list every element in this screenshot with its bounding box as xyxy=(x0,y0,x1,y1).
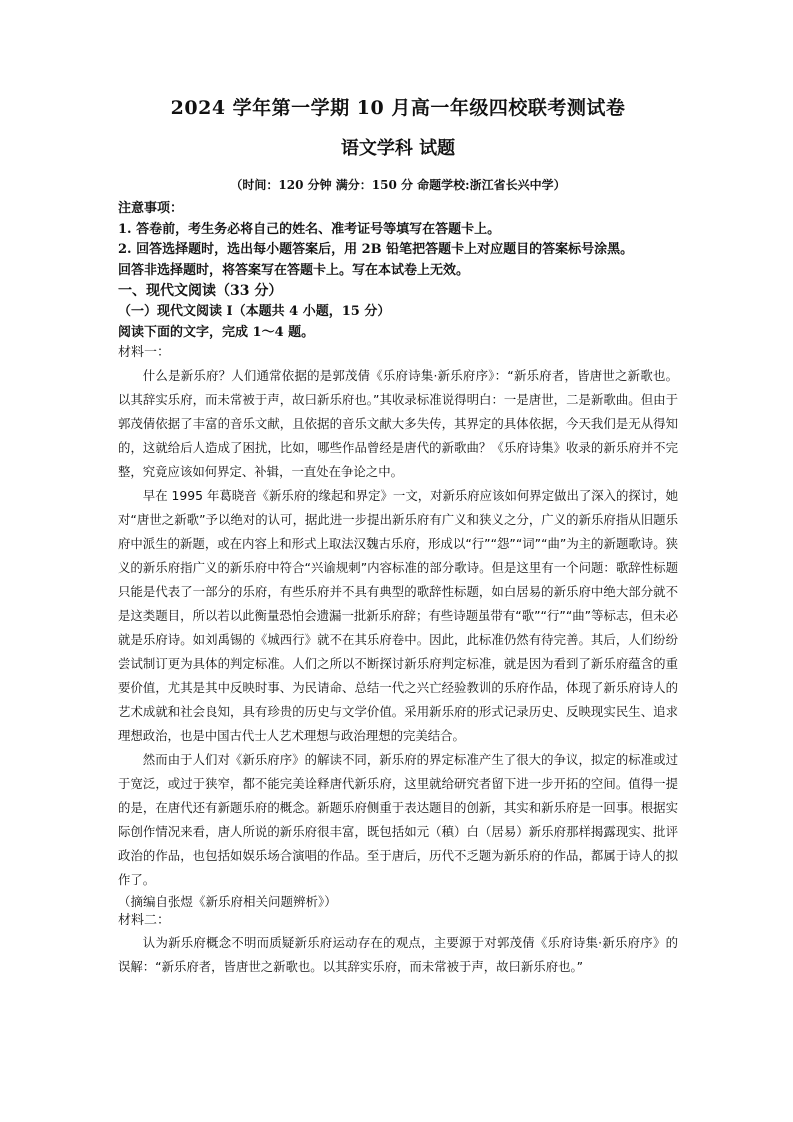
material-1-label: 材料一： xyxy=(118,345,171,360)
exam-meta: （时间：120 分钟 满分：150 分 命题学校:浙江省长兴中学） xyxy=(230,178,566,192)
notice-item: 回答非选择题时，将答案写在答题卡上。写在本试卷上无效。 xyxy=(118,262,470,278)
exam-page xyxy=(118,96,678,979)
notice-item: 1. 答卷前，考生务必将自己的姓名、准考证号等填写在答题卡上。 xyxy=(118,221,501,237)
exam-title: 2024 学年第一学期 10 月高一年级四校联考测试卷 xyxy=(170,97,626,119)
sub-section-heading: （一）现代文阅读 I（本题共 4 小题，15 分） xyxy=(118,304,391,319)
notice-heading: 注意事项： xyxy=(118,201,184,216)
notice-item: 2. 回答选择题时，选出每小题答案后，用 2B 铅笔把答题卡上对应题目的答案标号涂黑。 xyxy=(118,242,634,257)
subject-title: 语文学科 试题 xyxy=(340,138,456,159)
material-1-paragraph: 早在 1995 年葛晓音《新乐府的缘起和界定》一文，对新乐府应该如何界定做出了深入的探讨，她对“唐世之新歌”予以绝对的认可，据此进一步提出新乐府有广义和狭义之分，广义的新乐府指从旧题乐府中派生的新题，或在内容上和形式上取法汉魏古乐府，形成以“行”“怨”“词”“曲”为主的新题歌诗。狭义的新乐府指广义的新乐府中符合“兴谕规刺”内容标准的部分歌诗。但是这里有一个问题：歌辞性标题只能是代表了一部分的乐府，有些乐府并不具有典型的歌辞性标题，如白居易的新乐府中绝大部分就不是这类题目，所以若以此衡量恐怕会遗漏一批新乐府辞；有些诗题虽带有“歌”“行”“曲”等标志，但未必就是乐府诗。如刘禹锡的《城西行》就不在其乐府卷中。因此，此标准仍然有待完善。其后，人们纷纷尝试制订更为具体的判定标准。人们之所以不断探讨新乐府判定标准，就是因为看到了新乐府蕴含的重要价值，尤其是其中反映时事、为民请命、总结一代之兴亡经验教训的乐府作品，体现了新乐府诗人的艺术成就和社会良知，具有珍贵的历史与文学价值。采用新乐府的形式记录历史、反映现实民生、追求理想政治，也是中国古代士人艺术理想与政治理想的完美结合。 xyxy=(118,487,678,743)
reading-instruction: 阅读下面的文字，完成 1～4 题。 xyxy=(118,324,315,340)
material-1-paragraph: 什么是新乐府？人们通常依据的是郭茂倩《乐府诗集·新乐府序》：“新乐府者，皆唐世之新歌也。以其辞实乐府，而未常被于声，故曰新乐府也。”其收录标准说得明白：一是唐世，二是新歌曲。但由于郭茂倩依据了丰富的音乐文献，且依据的音乐文献大多失传，其界定的具体依据，今天我们是无从得知的，这就给后人造成了困扰，比如，哪些作品曾经是唐代的新歌曲？《乐府诗集》收录的新乐府并不完整，究竟应该如何界定、补辑，一直处在争论之中。 xyxy=(118,367,678,479)
material-1-source: （摘编自张煜《新乐府相关问题辨析》） xyxy=(118,893,337,909)
material-2-label: 材料二： xyxy=(118,912,171,928)
material-1-paragraph: 然而由于人们对《新乐府序》的解读不同，新乐府的界定标准产生了很大的争议，拟定的标准或过于宽泛，或过于狭窄，都不能完美诠释唐代新乐府，这里就给研究者留下进一步开拓的空间。值得一提的是，在唐代还有新题乐府的概念。新题乐府侧重于表达题目的创新，其实和新乐府是一回事。根据实际创作情况来看，唐人所说的新乐府很丰富，既包括如元（稹）白（居易）新乐府那样揭露现实、批评政治的作品，也包括如娱乐场合演唱的作品。至于唐后，历代不乏题为新乐府的作品，都属于诗人的拟作了。 xyxy=(118,751,678,887)
material-2-paragraph: 认为新乐府概念不明而质疑新乐府运动存在的观点，主要源于对郭茂倩《乐府诗集·新乐府序》的误解：“新乐府者，皆唐世之新歌也。以其辞实乐府，而未常被于声，故曰新乐府也。” xyxy=(118,935,678,974)
section-heading: 一、现代文阅读（33 分） xyxy=(118,283,283,299)
